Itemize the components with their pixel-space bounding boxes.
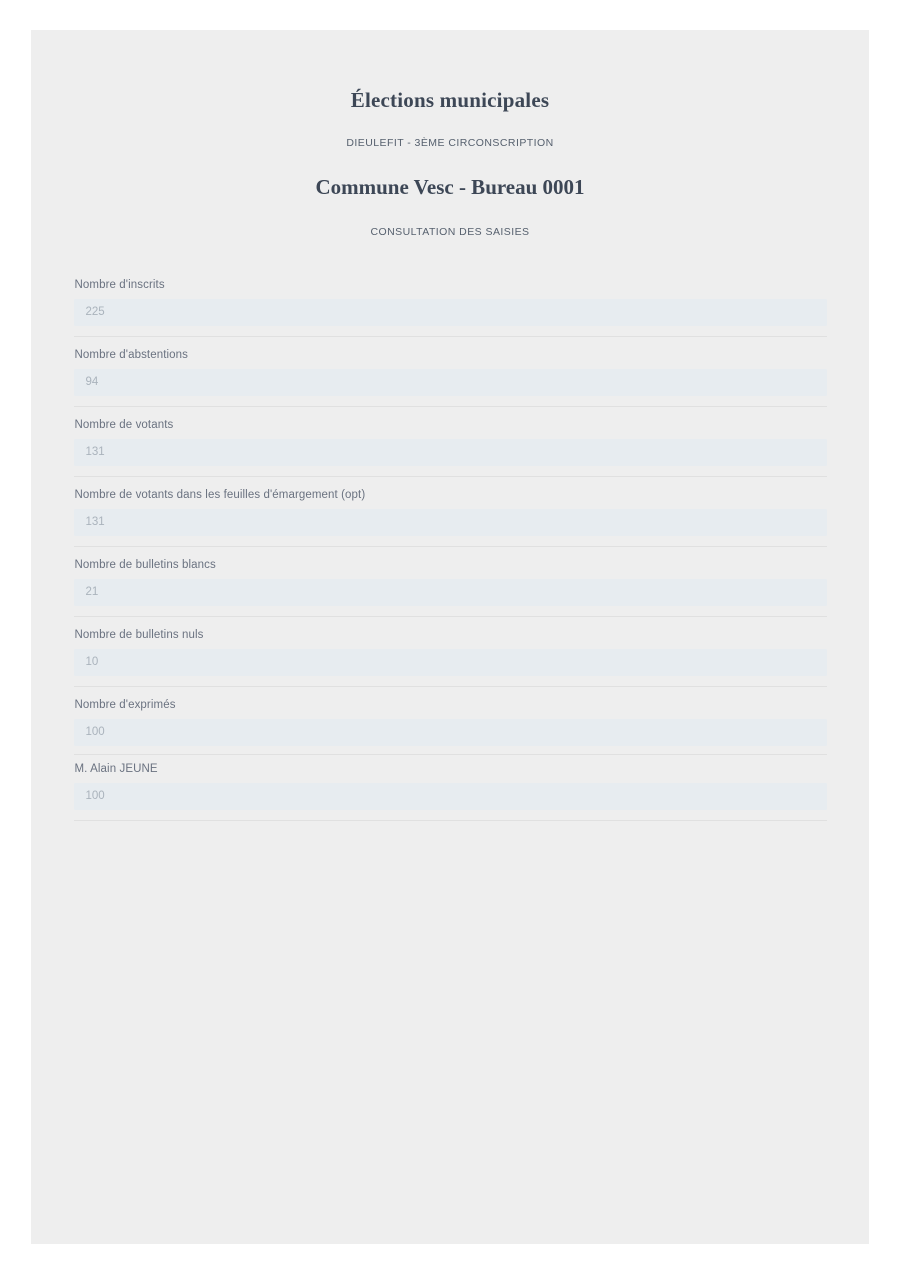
field-bulletins-nuls: [74, 629, 827, 687]
candidat-alain-jeune-input[interactable]: [74, 783, 827, 810]
field-label: Nombre de votants: [74, 419, 174, 431]
exprimes-input[interactable]: [74, 719, 827, 746]
field-label: M. Alain JEUNE: [74, 763, 158, 775]
inscrits-input[interactable]: [74, 299, 827, 326]
field-abstentions: [74, 349, 827, 407]
abstentions-input[interactable]: [74, 369, 827, 396]
field-votants: [74, 419, 827, 477]
page-header: [31, 30, 869, 238]
field-bulletins-blancs: [74, 559, 827, 617]
document-sheet: [31, 30, 869, 1244]
results-form: [74, 238, 827, 821]
field-candidat-alain-jeune: [74, 763, 827, 821]
field-inscrits: [74, 279, 827, 337]
field-votants-emargement: [74, 489, 827, 547]
field-label: Nombre d'exprimés: [74, 699, 176, 711]
circonscription-label: DIEULEFIT - 3ÈME CIRCONSCRIPTION: [346, 137, 554, 149]
commune-bureau-title: Commune Vesc - Bureau 0001: [315, 175, 585, 199]
field-label: Nombre de votants dans les feuilles d'émargement (opt): [74, 489, 366, 501]
field-label: Nombre d'abstentions: [74, 349, 189, 361]
field-label: Nombre de bulletins blancs: [74, 559, 216, 571]
field-exprimes: [74, 699, 827, 755]
bulletins-nuls-input[interactable]: [74, 649, 827, 676]
votants-input[interactable]: [74, 439, 827, 466]
votants-emargement-input[interactable]: [74, 509, 827, 536]
field-label: Nombre d'inscrits: [74, 279, 165, 291]
bulletins-blancs-input[interactable]: [74, 579, 827, 606]
page-title: Élections municipales: [350, 88, 550, 112]
mode-label: CONSULTATION DES SAISIES: [370, 226, 530, 238]
field-label: Nombre de bulletins nuls: [74, 629, 204, 641]
